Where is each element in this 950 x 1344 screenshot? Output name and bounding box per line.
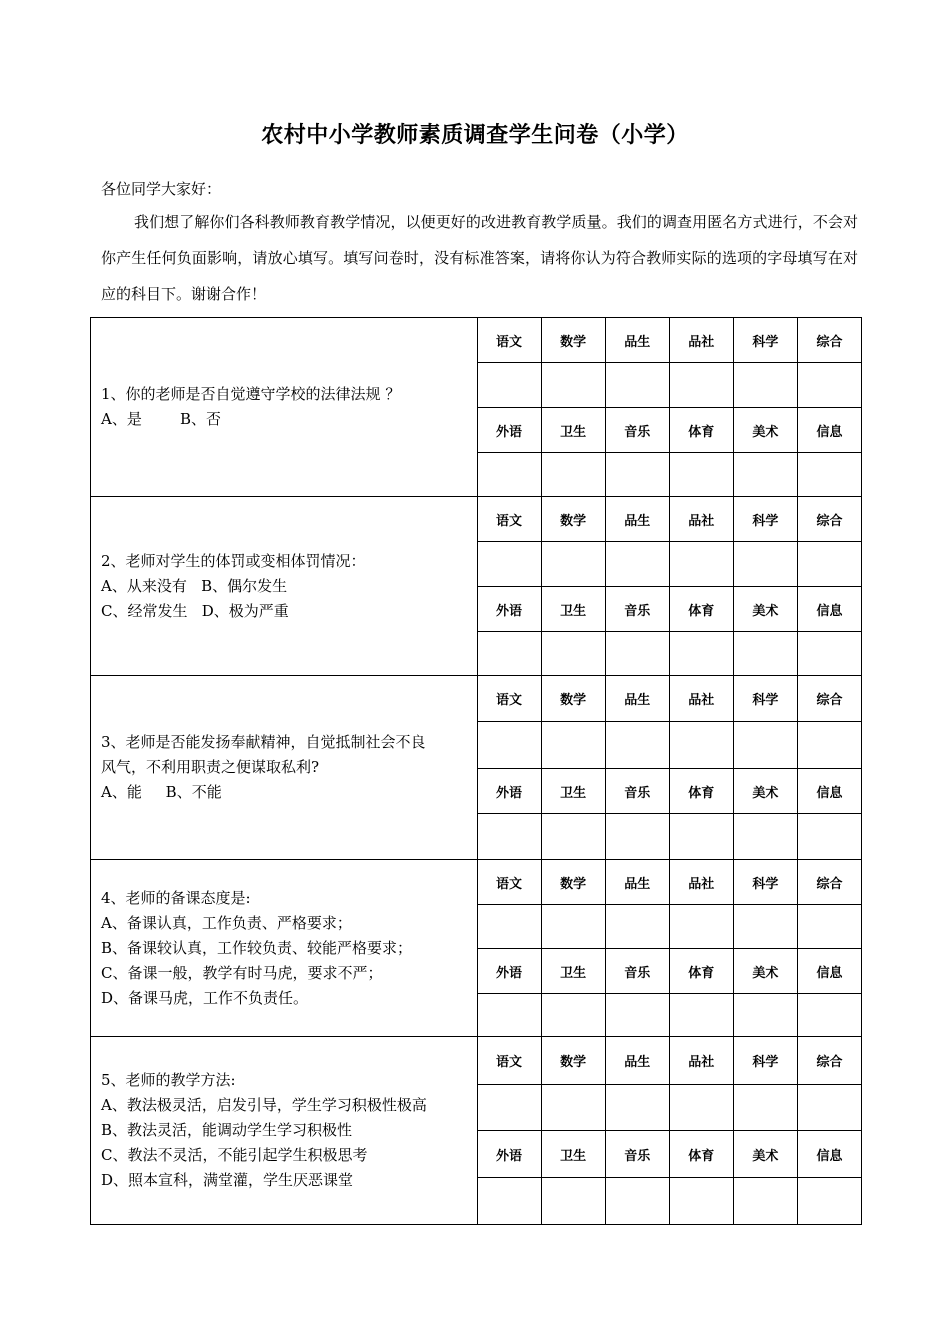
answer-cell[interactable] xyxy=(669,542,733,587)
subject-header: 音乐 xyxy=(605,1131,669,1178)
answer-cell[interactable] xyxy=(797,632,861,676)
subject-header: 信息 xyxy=(797,587,861,632)
subject-header: 美术 xyxy=(733,769,797,814)
answer-cell[interactable] xyxy=(797,453,861,497)
greeting: 各位同学大家好： xyxy=(101,180,222,198)
answer-cell[interactable] xyxy=(669,814,733,860)
subject-header: 数学 xyxy=(541,497,605,542)
subject-header: 品社 xyxy=(669,497,733,542)
answer-cell[interactable] xyxy=(669,363,733,408)
subject-header: 科学 xyxy=(733,318,797,363)
answer-cell[interactable] xyxy=(541,994,605,1037)
subject-header: 体育 xyxy=(669,408,733,453)
subject-header: 体育 xyxy=(669,769,733,814)
subject-header: 信息 xyxy=(797,769,861,814)
answer-cell[interactable] xyxy=(669,722,733,769)
option-text: C、备课一般，教学有时马虎，要求不严； xyxy=(101,963,383,982)
subject-header: 科学 xyxy=(733,1037,797,1085)
subject-header: 外语 xyxy=(477,587,541,632)
option-text: A、能 B、不能 xyxy=(101,783,222,801)
answer-cell[interactable] xyxy=(669,1178,733,1225)
subject-header: 科学 xyxy=(733,676,797,722)
subject-header: 信息 xyxy=(797,949,861,994)
subject-header: 品生 xyxy=(605,497,669,542)
answer-cell[interactable] xyxy=(541,905,605,949)
answer-cell[interactable] xyxy=(797,722,861,769)
answer-cell[interactable] xyxy=(477,722,541,769)
subject-header: 音乐 xyxy=(605,408,669,453)
subject-header: 体育 xyxy=(669,1131,733,1178)
page-title: 农村中小学教师素质调查学生问卷（小学） xyxy=(261,123,689,148)
answer-cell[interactable] xyxy=(669,453,733,497)
answer-cell[interactable] xyxy=(477,453,541,497)
subject-header: 数学 xyxy=(541,1037,605,1085)
subject-header: 品社 xyxy=(669,860,733,905)
subject-header: 品生 xyxy=(605,676,669,722)
question-text: 1、你的老师是否自觉遵守学校的法律法规 ？ xyxy=(101,385,401,403)
subject-header: 语文 xyxy=(477,860,541,905)
answer-cell[interactable] xyxy=(477,905,541,949)
subject-header: 音乐 xyxy=(605,949,669,994)
answer-cell[interactable] xyxy=(541,363,605,408)
subject-header: 卫生 xyxy=(541,949,605,994)
answer-cell[interactable] xyxy=(669,994,733,1037)
subject-header: 美术 xyxy=(733,408,797,453)
subject-header: 综合 xyxy=(797,1037,861,1085)
subject-header: 数学 xyxy=(541,676,605,722)
option-text: D、照本宣科，满堂灌，学生厌恶课堂 xyxy=(101,1171,354,1189)
subject-header: 数学 xyxy=(541,318,605,363)
question-cell xyxy=(91,676,478,860)
answer-cell[interactable] xyxy=(541,632,605,676)
subject-header: 品社 xyxy=(669,676,733,722)
subject-header: 品生 xyxy=(605,318,669,363)
subject-header: 语文 xyxy=(477,676,541,722)
subject-header: 科学 xyxy=(733,497,797,542)
subject-header: 体育 xyxy=(669,949,733,994)
questionnaire-table xyxy=(90,317,862,1225)
subject-header: 信息 xyxy=(797,408,861,453)
answer-cell[interactable] xyxy=(541,722,605,769)
question-cell xyxy=(91,1037,478,1225)
option-text: B、教法灵活，能调动学生学习积极性 xyxy=(101,1121,353,1139)
question-text: 5、老师的教学方法: xyxy=(101,1071,236,1089)
answer-cell[interactable] xyxy=(541,1085,605,1131)
answer-cell[interactable] xyxy=(669,905,733,949)
answer-cell[interactable] xyxy=(733,905,797,949)
question-cell xyxy=(91,497,478,676)
subject-header: 卫生 xyxy=(541,769,605,814)
answer-cell[interactable] xyxy=(797,1085,861,1131)
answer-cell[interactable] xyxy=(797,814,861,860)
option-text: D、备课马虎，工作不负责任。 xyxy=(101,988,309,1007)
question-cell xyxy=(91,318,478,497)
answer-cell[interactable] xyxy=(541,1178,605,1225)
option-text: B、备课较认真，工作较负责、较能严格要求； xyxy=(101,938,413,957)
answer-cell[interactable] xyxy=(477,814,541,860)
answer-cell[interactable] xyxy=(797,905,861,949)
subject-header: 品社 xyxy=(669,1037,733,1085)
subject-header: 外语 xyxy=(477,949,541,994)
subject-header: 外语 xyxy=(477,769,541,814)
answer-cell[interactable] xyxy=(477,1085,541,1131)
subject-header: 外语 xyxy=(477,408,541,453)
option-text: A、从来没有 B、偶尔发生 xyxy=(101,576,288,595)
subject-header: 综合 xyxy=(797,676,861,722)
question-cell xyxy=(91,860,478,1037)
option-text: A、备课认真，工作负责、严格要求； xyxy=(101,913,352,932)
answer-cell[interactable] xyxy=(605,363,669,408)
subject-header: 卫生 xyxy=(541,1131,605,1178)
option-text: C、经常发生 D、极为严重 xyxy=(101,601,289,620)
option-text: A、教法极灵活，启发引导，学生学习积极性极高 xyxy=(101,1096,427,1114)
question-text: 3、老师是否能发扬奉献精神，自觉抵制社会不良 xyxy=(101,733,426,751)
answer-cell[interactable] xyxy=(733,542,797,587)
subject-header: 美术 xyxy=(733,587,797,632)
answer-cell[interactable] xyxy=(733,1178,797,1225)
question-text: 2、老师对学生的体罚或变相体罚情况： xyxy=(101,551,366,570)
intro-paragraph: 我们想了解你们各科教师教育教学情况，以便更好的改进教育教学质量。我们的调查用匿名方式进行，不会对你产生任何负面影响，请放心填写。填写问卷时，没有标准答案，请将你认为符合教师实际的选项的字母填写在对应的科目下。谢谢合作！ xyxy=(101,213,858,303)
answer-cell[interactable] xyxy=(797,1178,861,1225)
answer-cell[interactable] xyxy=(605,632,669,676)
answer-cell[interactable] xyxy=(477,1178,541,1225)
answer-cell[interactable] xyxy=(733,632,797,676)
answer-cell[interactable] xyxy=(477,542,541,587)
answer-cell[interactable] xyxy=(605,542,669,587)
answer-cell[interactable] xyxy=(797,542,861,587)
answer-cell[interactable] xyxy=(669,632,733,676)
answer-cell[interactable] xyxy=(605,722,669,769)
answer-cell[interactable] xyxy=(733,363,797,408)
subject-header: 外语 xyxy=(477,1131,541,1178)
subject-header: 品生 xyxy=(605,860,669,905)
subject-header: 品社 xyxy=(669,318,733,363)
question-text: 4、老师的备课态度是: xyxy=(101,888,251,907)
subject-header: 综合 xyxy=(797,860,861,905)
answer-cell[interactable] xyxy=(669,1085,733,1131)
answer-cell[interactable] xyxy=(541,453,605,497)
option-text: 风气，不利用职责之便谋取私利? xyxy=(101,758,320,776)
answer-cell[interactable] xyxy=(541,542,605,587)
answer-cell[interactable] xyxy=(733,1085,797,1131)
answer-cell[interactable] xyxy=(733,814,797,860)
subject-header: 卫生 xyxy=(541,408,605,453)
answer-cell[interactable] xyxy=(733,722,797,769)
subject-header: 卫生 xyxy=(541,587,605,632)
subject-header: 语文 xyxy=(477,497,541,542)
answer-cell[interactable] xyxy=(733,453,797,497)
subject-header: 音乐 xyxy=(605,587,669,632)
answer-cell[interactable] xyxy=(477,632,541,676)
answer-cell[interactable] xyxy=(733,994,797,1037)
answer-cell[interactable] xyxy=(477,363,541,408)
subject-header: 综合 xyxy=(797,318,861,363)
option-text: C、教法不灵活，不能引起学生积极思考 xyxy=(101,1146,368,1164)
answer-cell[interactable] xyxy=(605,1178,669,1225)
answer-cell[interactable] xyxy=(797,994,861,1037)
subject-header: 信息 xyxy=(797,1131,861,1178)
answer-cell[interactable] xyxy=(797,363,861,408)
subject-header: 音乐 xyxy=(605,769,669,814)
subject-header: 美术 xyxy=(733,949,797,994)
answer-cell[interactable] xyxy=(605,905,669,949)
answer-cell[interactable] xyxy=(605,994,669,1037)
subject-header: 语文 xyxy=(477,1037,541,1085)
answer-cell[interactable] xyxy=(605,814,669,860)
answer-cell[interactable] xyxy=(605,1085,669,1131)
subject-header: 数学 xyxy=(541,860,605,905)
answer-cell[interactable] xyxy=(541,814,605,860)
subject-header: 科学 xyxy=(733,860,797,905)
subject-header: 体育 xyxy=(669,587,733,632)
subject-header: 美术 xyxy=(733,1131,797,1178)
subject-header: 综合 xyxy=(797,497,861,542)
subject-header: 品生 xyxy=(605,1037,669,1085)
option-text: A、是 B、否 xyxy=(101,410,222,428)
answer-cell[interactable] xyxy=(477,994,541,1037)
answer-cell[interactable] xyxy=(605,453,669,497)
subject-header: 语文 xyxy=(477,318,541,363)
